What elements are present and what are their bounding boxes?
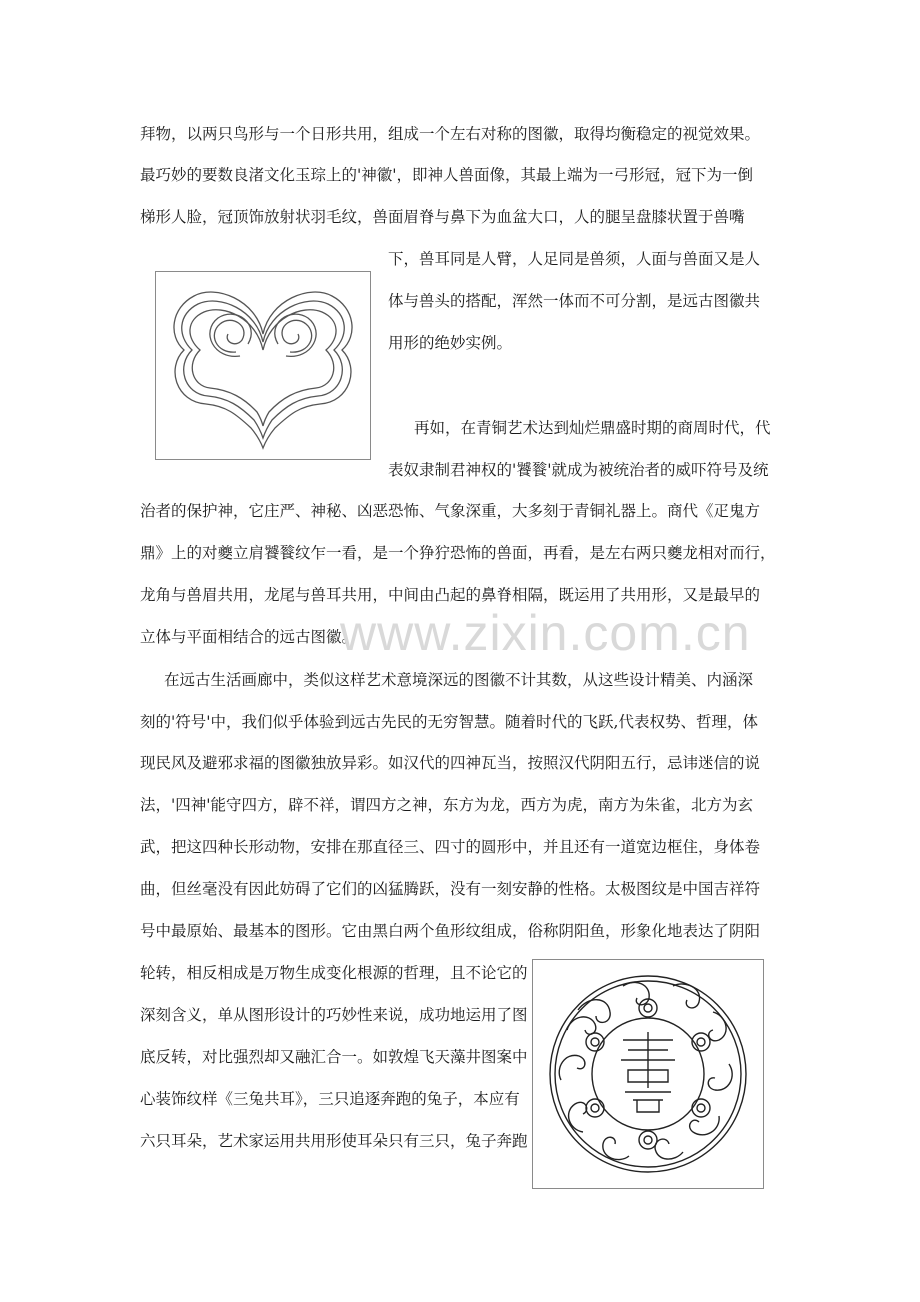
text-line: 最巧妙的要数良渚文化玉琮上的'神徽'，即神人兽面像，其最上端为一弓形冠，冠下为一倒 [140, 166, 754, 184]
text-line: 治者的保护神，它庄严、神秘、凶恶恐怖、气象深重，大多刻于青铜礼器上。商代《疋鬼方 [140, 502, 761, 520]
text-line: 刻的'符号'中，我们似乎体验到远古先民的无穷智慧。随着时代的飞跃,代表权势、哲理，体 [140, 713, 758, 731]
text-line: 龙角与兽眉共用，龙尾与兽耳共用，中间由凸起的鼻脊相隔，既运用了共用形，又是最早的 [140, 586, 761, 604]
text-line: 体与兽头的搭配，浑然一体而不可分割，是远古图徽共 [388, 292, 761, 310]
text-line: 用形的绝妙实例。 [388, 334, 513, 352]
text-line: 立体与平面相结合的远古图徽。 [140, 628, 358, 646]
text-line: 再如，在青铜艺术达到灿烂鼎盛时期的商周时代，代 [414, 419, 771, 437]
text-line: 梯形人脸，冠顶饰放射状羽毛纹，兽面眉脊与鼻下为血盆大口，人的腿呈盘膝状置于兽嘴 [140, 208, 745, 226]
text-line: 轮转，相反相成是万物生成变化根源的哲理，且不论它的 [140, 964, 528, 982]
ruyi-cloud-image [156, 272, 370, 459]
text-line: 下，兽耳同是人臂，人足同是兽须，人面与兽面又是人 [388, 250, 761, 268]
watermark-text: www.zixin.com.cn [340, 605, 751, 661]
auspicious-medallion-image [533, 960, 763, 1188]
auspicious-medallion-figure [532, 959, 764, 1189]
text-line: 深刻含义，单从图形设计的巧妙性来说，成功地运用了图 [140, 1006, 528, 1024]
text-line: 六只耳朵，艺术家运用共用形使耳朵只有三只，兔子奔跑 [140, 1132, 528, 1150]
text-line: 拜物，以两只鸟形与一个日形共用，组成一个左右对称的图徽，取得均衡稳定的视觉效果。 [140, 125, 761, 143]
text-line: 心装饰纹样《三兔共耳》，三只追逐奔跑的兔子，本应有 [140, 1090, 520, 1108]
text-line: 法，'四神'能守四方，辟不祥，谓四方之神，东方为龙，西方为虎，南方为朱雀，北方为玄 [140, 796, 754, 814]
text-line: 鼎》上的对夔立肩饕餮纹乍一看，是一个狰狞恐怖的兽面，再看，是左右两只夔龙相对而行， [140, 544, 776, 562]
text-line: 表奴隶制君神权的'饕餮'就成为被统治者的威吓符号及统 [388, 461, 769, 479]
text-line: 曲，但丝毫没有因此妨碍了它们的凶猛腾跃，没有一刻安静的性格。太极图纹是中国吉祥符 [140, 880, 761, 898]
text-line: 底反转，对比强烈却又融汇合一。如敦煌飞天藻井图案中 [140, 1048, 528, 1066]
text-line: 在远古生活画廊中，类似这样艺术意境深远的图徽不计其数，从这些设计精美、内涵深 [164, 671, 754, 689]
ruyi-cloud-figure [155, 271, 371, 460]
text-line: 号中最原始、最基本的图形。它由黑白两个鱼形纹组成，俗称阴阳鱼，形象化地表达了阴阳 [140, 922, 761, 940]
text-line: 现民风及避邪求福的图徽独放异彩。如汉代的四神瓦当，按照汉代阴阳五行，忌讳迷信的说 [140, 754, 761, 772]
text-line: 武，把这四种长形动物，安排在那直径三、四寸的圆形中，并且还有一道宽边框住，身体卷 [140, 838, 761, 856]
